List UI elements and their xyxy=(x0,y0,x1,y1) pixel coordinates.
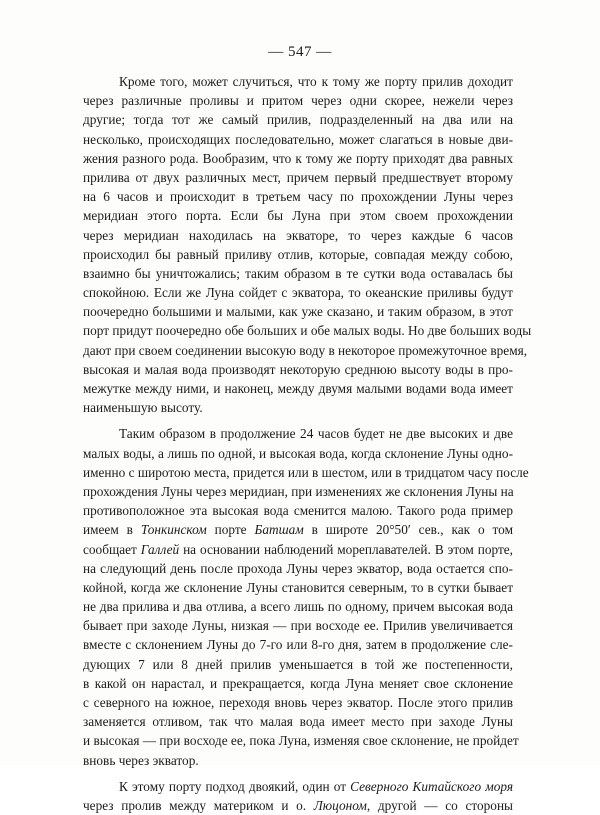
text-line: в какой он нарастал, и прекращается, когда Луна меняет свое склонение xyxy=(83,675,513,691)
text-line: межутке между ними, и наконец, между двумя малыми водами вода имеет xyxy=(83,381,513,396)
text-line: койной, когда же склонение Луны становится северным, то в сутки бывает xyxy=(83,579,513,595)
text-line: и высокая — при восходе ее, пока Луна, изменяя свое склонение, не пройдет xyxy=(83,733,519,749)
text-line: бывает при заходе Луны, низкая — при восходе ее. Прилив увеличивается xyxy=(83,618,513,634)
text-line: наименьшую высоту. xyxy=(83,400,203,416)
italic-term: Батшам xyxy=(254,522,304,538)
paragraph xyxy=(83,72,532,417)
text-line: имеем в Тонкинском порте Батшам в широте 20°50′ сев., как о том xyxy=(83,522,513,538)
text-line: Таким образом в продолжение 24 часов будет не две высоких и две xyxy=(119,426,513,442)
text-line: заменяется отливом, так что малая вода имеет место при заходе Луны xyxy=(83,714,513,730)
text-line: дующих 7 или 8 дней прилив уменьшается в той же постепенности, xyxy=(83,656,513,672)
paragraph-gap xyxy=(83,417,513,424)
italic-term: Люцоном xyxy=(313,797,367,813)
text-line: через меридиан находилась на экваторе, то через каждые 6 часов xyxy=(83,227,513,243)
text-line: происходил бы равный приливу отлив, которые, совпадая между собою, xyxy=(83,246,513,262)
text-line: на 6 часов и происходит в третьем часу по прохождении Луны через xyxy=(83,189,513,205)
italic-term: Тонкинском xyxy=(140,522,207,538)
text-line: с северного на южное, переходя вновь через экватор. После этого прилив xyxy=(83,695,513,710)
text-line: взаимно бы уничтожались; таким образом в те сутки вода оставалась бы xyxy=(83,265,513,281)
text-line: меридиан этого порта. Если бы Луна при этом своем прохождении xyxy=(83,208,513,224)
text-line: через различные проливы и притом через одни скорее, нежели через xyxy=(83,93,513,109)
text-line: дают при своем соединении высокую воду в некоторое промежуточное время, xyxy=(83,342,528,358)
text-line: несколько, происходящих последовательно, может слагаться в новые дви- xyxy=(83,131,513,147)
text-line: спокойною. Если же Луна сойдет с экватора, то океанские приливы будут xyxy=(83,285,513,301)
text-line: другие; тогда тот же самый прилив, подразделенный на два или на xyxy=(83,112,513,128)
text-line: высокая и малая вода производят некоторую среднюю высоту воды в про- xyxy=(83,361,513,377)
text-line: жения разного рода. Вообразим, что к тому же порту приходят два равных xyxy=(83,150,513,166)
page-number: — 547 — xyxy=(268,44,332,60)
paragraph xyxy=(83,424,529,769)
text-line: через пролив между материком и о. Люцоном, другой — со стороны xyxy=(83,797,513,813)
italic-term: Северного Китайского моря xyxy=(350,778,514,794)
paragraph xyxy=(83,777,513,815)
text-line: не два прилива и два отлива, а всего лишь по одному, причем высокая вода xyxy=(83,599,513,615)
text-line: К этому порту подход двоякий, один от Северного Китайского моря xyxy=(119,778,514,794)
text-line: вновь через экватор. xyxy=(83,752,199,768)
paragraph-gap xyxy=(83,770,513,777)
text-line: вместе с склонением Луны до 7-го или 8-го дня, затем в продолжение сле- xyxy=(83,637,513,653)
text-line: поочередно большими и малыми, как уже сказано, и таким образом, в этот xyxy=(83,304,513,320)
text-line: на следующий день после прохода Луны через экватор, вода остается спо- xyxy=(83,560,513,576)
text-line: противоположное эта высокая вода сменится малою. Такого рода пример xyxy=(83,503,513,519)
text-line: прилива от двух различных мест, причем первый предшествует второму xyxy=(83,169,513,185)
body-text xyxy=(83,72,532,815)
text-line: сообщает Галлей на основании наблюдений мореплавателей. В этом порте, xyxy=(83,541,513,557)
text-line: именно с широтою места, придется или в шестом, или в тридцатом часу после xyxy=(83,464,529,480)
italic-term: Галлей xyxy=(140,541,180,557)
text-line: прохождения Луны через меридиан, при изменениях же склонения Луны на xyxy=(83,483,514,499)
text-line: малых воды, а лишь по одной, и высокая вода, когда склонение Луны одно- xyxy=(83,445,513,461)
text-line: Кроме того, может случиться, что к тому же порту прилив доходит xyxy=(119,74,513,89)
text-line: порт придут поочередно обе больших и обе малых воды. Но две больших воды xyxy=(83,323,532,339)
